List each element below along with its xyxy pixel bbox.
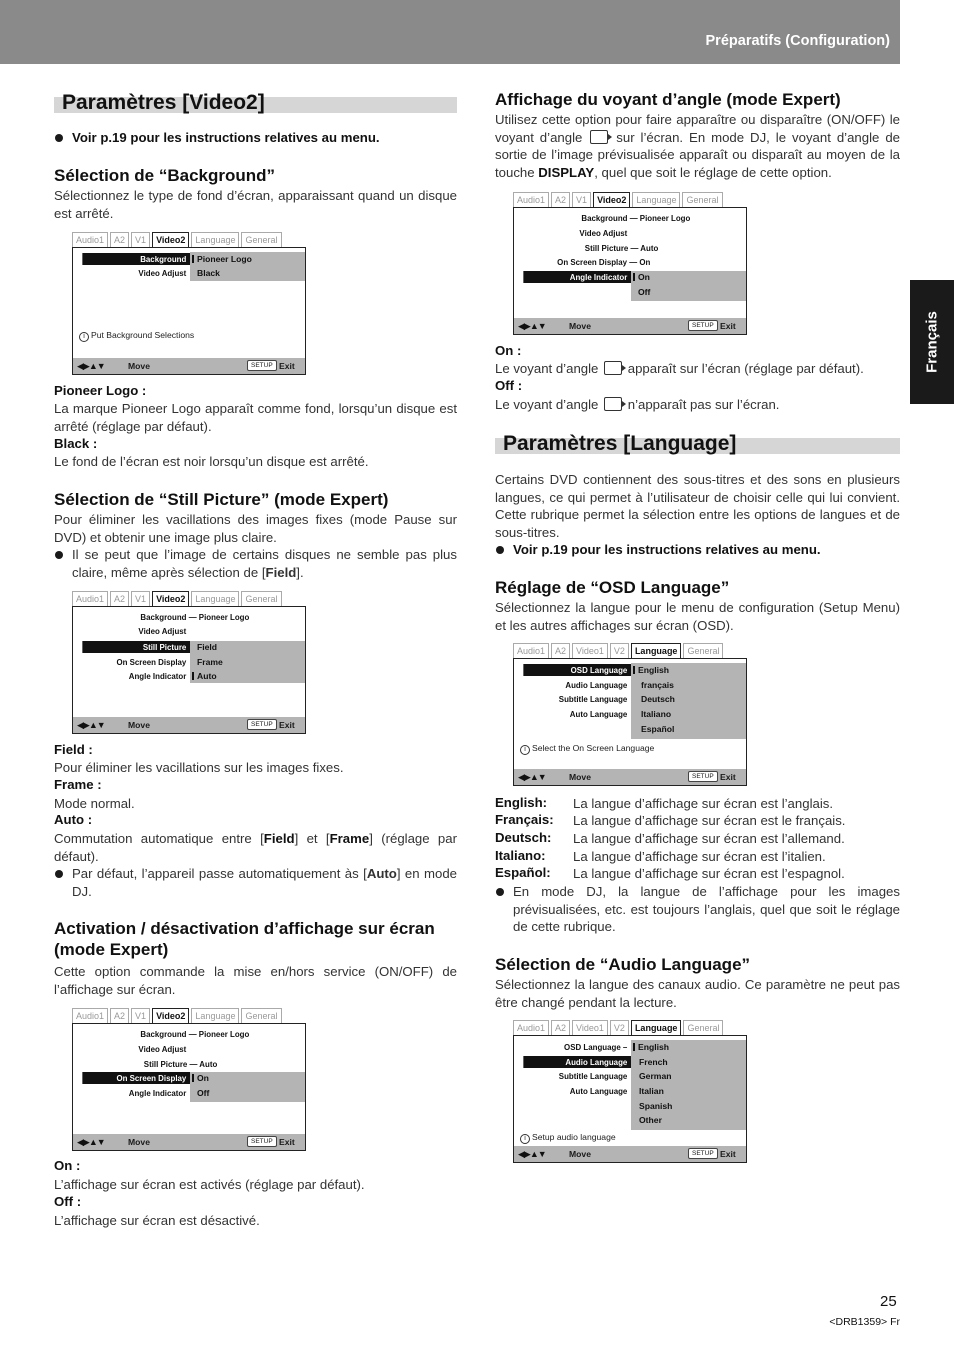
screen-bottom-bar <box>73 1134 305 1150</box>
angle-camera-icon <box>604 361 622 375</box>
angle-off-text-b: n’apparaît pas sur l’écran. <box>627 397 780 412</box>
option-francais[interactable]: français <box>641 680 674 690</box>
screen-frame <box>513 207 747 335</box>
auto-text-d: Frame <box>329 831 370 846</box>
menu-row-background[interactable]: Background <box>82 253 190 265</box>
arrow-keys-icon: ◀▶▲▼ <box>77 1137 105 1147</box>
option-espanol[interactable]: Español <box>641 724 675 734</box>
auto-label: Auto : <box>54 812 93 827</box>
dj-bullet-a: Par défaut, l’appareil passe automatiquement às [ <box>72 866 367 881</box>
info-text: Put Background Selections <box>91 330 195 340</box>
tab-language[interactable]: Language <box>191 591 239 606</box>
option-german[interactable]: German <box>639 1071 672 1081</box>
side-tab-label: Français <box>923 311 941 373</box>
screen-angle-indicator <box>513 191 747 335</box>
option-on[interactable]: On <box>633 271 650 283</box>
osd-language-text: Sélectionnez la langue pour le menu de configuration (Setup Menu) et les autres affichages sur écran (OSD). <box>495 600 900 633</box>
move-label: Move <box>128 720 150 730</box>
osd-off-text: L’affichage sur écran est désactivé. <box>54 1213 260 1228</box>
frame-label: Frame : <box>54 777 102 792</box>
auto-text-c: ] et [ <box>294 831 330 846</box>
tab-v2[interactable]: V2 <box>610 643 629 658</box>
angle-on-label: On : <box>495 343 522 358</box>
exit-label: Exit <box>720 772 736 782</box>
arrow-keys-icon: ◀▶▲▼ <box>518 321 546 331</box>
screen-still-picture <box>72 590 306 734</box>
osd-off-label: Off : <box>54 1194 82 1209</box>
move-label: Move <box>569 1149 591 1159</box>
tab-general[interactable]: General <box>241 232 281 247</box>
pioneer-logo-label: Pioneer Logo : <box>54 383 147 398</box>
language-intro: Certains DVD contiennent des sous-titres et des sons en plusieurs langues, ce qui permet à l’utilisateur de choisir celle qui lui convient. Cette rubrique permet la sélection entre les options de langues et de sous-titres. <box>495 472 900 540</box>
exit-label: Exit <box>279 1137 295 1147</box>
menu-row-background[interactable]: Background — Pioneer Logo <box>140 1029 250 1039</box>
menu-row-background[interactable]: Background — Pioneer Logo <box>140 612 250 622</box>
section-language-title <box>495 432 900 455</box>
black-text: Le fond de l’écran est noir lorsqu’un disque est arrêté. <box>54 454 369 469</box>
exit-label: Exit <box>720 1149 736 1159</box>
tab-v1[interactable]: V1 <box>131 591 150 606</box>
menu-row-subtitle-language[interactable]: Subtitle Language <box>558 694 628 704</box>
section-video2-title-text: Paramètres [Video2] <box>62 91 265 114</box>
bullet-text-a: Il se peut que l’image de certains disques ne semble pas plus claire, même après sélection de [ <box>72 547 457 580</box>
tab-audio1[interactable]: Audio1 <box>72 591 108 606</box>
video2-note: Voir p.19 pour les instructions relatives au menu. <box>54 129 457 147</box>
tab-audio1[interactable]: Audio1 <box>72 1008 108 1023</box>
option-italian[interactable]: Italian <box>639 1086 664 1096</box>
still-picture-bullet <box>54 546 457 581</box>
menu-row-background[interactable]: Background — Pioneer Logo <box>581 213 691 223</box>
info-line <box>520 1132 616 1144</box>
osd-on-label: On : <box>54 1158 81 1173</box>
bullet-text-c: ]. <box>296 564 304 580</box>
angle-on-text-b: apparaît sur l’écran (réglage par défaut). <box>627 361 864 376</box>
def-term-deutsch: Deutsch: <box>495 830 552 845</box>
tab-audio1[interactable]: Audio1 <box>513 1020 549 1035</box>
option-english[interactable]: English <box>633 1041 669 1053</box>
tab-video2[interactable]: Video2 <box>152 1008 189 1023</box>
exit-label: Exit <box>720 321 736 331</box>
option-other[interactable]: Other <box>639 1115 662 1125</box>
screen-frame <box>72 606 306 734</box>
osd-language-heading: Réglage de “OSD Language” <box>495 578 730 597</box>
angle-off-text <box>495 396 900 414</box>
exit-label: Exit <box>279 720 295 730</box>
option-english[interactable]: English <box>633 664 669 676</box>
move-label: Move <box>569 321 591 331</box>
def-text-francais: La langue d’affichage sur écran est le français. <box>573 813 846 828</box>
menu-row-video-adjust[interactable]: Video Adjust <box>579 228 628 238</box>
screen-osd-language <box>513 642 747 786</box>
tab-v2[interactable]: V2 <box>610 1020 629 1035</box>
angle-text <box>495 111 900 181</box>
option-off[interactable]: Off <box>197 1088 210 1098</box>
tab-a2[interactable]: A2 <box>551 192 570 207</box>
menu-row-video-adjust[interactable]: Video Adjust <box>138 626 187 636</box>
header-bar <box>0 0 900 64</box>
def-text-espanol: La langue d’affichage sur écran est l’espagnol. <box>573 866 845 881</box>
auto-text <box>54 830 457 865</box>
angle-text-display: DISPLAY <box>538 164 595 180</box>
tab-a2[interactable]: A2 <box>551 1020 570 1035</box>
section-video2-title <box>54 91 457 114</box>
screen-tabs <box>72 231 284 247</box>
tab-general[interactable]: General <box>683 1020 723 1035</box>
menu-row-auto-language[interactable]: Auto Language <box>569 1086 628 1096</box>
menu-row-still-picture[interactable]: Still Picture — Auto <box>584 243 659 253</box>
tab-a2[interactable]: A2 <box>110 232 129 247</box>
tab-language[interactable]: Language <box>632 192 680 207</box>
menu-row-audio-language[interactable]: Audio Language <box>523 1056 631 1068</box>
setup-button[interactable]: SETUP <box>688 320 718 331</box>
tab-language[interactable]: Language <box>191 232 239 247</box>
menu-row-on-screen-display[interactable]: On Screen Display <box>82 1072 190 1084</box>
tab-language[interactable]: Language <box>191 1008 239 1023</box>
tab-video2[interactable]: Video2 <box>152 232 189 247</box>
screen-on-screen-display <box>72 1007 306 1151</box>
info-text: Select the On Screen Language <box>532 743 655 753</box>
dj-bullet-c: ] en mode DJ. <box>72 866 457 899</box>
option-on[interactable]: On <box>192 1072 209 1084</box>
osd-text: Cette option commande la mise en/hors service (ON/OFF) de l’affichage sur écran. <box>54 964 457 997</box>
menu-row-still-picture[interactable]: Still Picture — Auto <box>143 1059 218 1069</box>
auto-text-e: ] (réglage par défaut). <box>54 831 457 864</box>
auto-text-a: Commutation automatique entre [ <box>54 831 264 846</box>
document-code: <DRB1359> Fr <box>829 1316 900 1328</box>
screen-bottom-bar <box>514 318 746 334</box>
menu-row-video-adjust[interactable]: Video Adjust <box>138 1044 187 1054</box>
menu-row-on-screen-display[interactable]: On Screen Display — On <box>557 257 651 267</box>
option-spanish[interactable]: Spanish <box>639 1101 673 1111</box>
arrow-keys-icon: ◀▶▲▼ <box>518 1149 546 1159</box>
info-icon: i <box>520 745 530 755</box>
tab-v1[interactable]: V1 <box>572 192 591 207</box>
def-term-francais: Français: <box>495 812 554 827</box>
section-language-title-text: Paramètres [Language] <box>503 432 737 455</box>
def-term-espanol: Español: <box>495 865 551 880</box>
tab-video2[interactable]: Video2 <box>593 192 630 207</box>
option-pioneer-logo[interactable]: Pioneer Logo <box>192 253 252 265</box>
setup-button[interactable]: SETUP <box>247 1136 277 1147</box>
auto-dj-bullet <box>54 865 457 900</box>
move-label: Move <box>128 361 150 371</box>
option-italiano[interactable]: Italiano <box>641 709 672 719</box>
angle-off-text-a: Le voyant d’angle <box>495 397 599 412</box>
screen-background <box>72 231 306 375</box>
menu-row-angle-indicator[interactable]: Angle Indicator <box>128 1088 187 1098</box>
exit-label: Exit <box>279 361 295 371</box>
tab-a2[interactable]: A2 <box>110 1008 129 1023</box>
audio-language-heading: Sélection de “Audio Language” <box>495 955 751 974</box>
info-icon: i <box>79 332 89 342</box>
tab-video1[interactable]: Video1 <box>572 1020 608 1035</box>
screen-bottom-bar <box>514 1146 746 1162</box>
def-text-deutsch: La langue d’affichage sur écran est l’allemand. <box>573 831 845 846</box>
menu-row-subtitle-language[interactable]: Subtitle Language <box>558 1071 628 1081</box>
angle-on-text-a: Le voyant d’angle <box>495 361 599 376</box>
language-note: Voir p.19 pour les instructions relatives au menu. <box>495 541 900 559</box>
option-black[interactable]: Black <box>197 268 220 278</box>
option-french[interactable]: French <box>639 1057 668 1067</box>
background-heading: Sélection de “Background” <box>54 166 276 185</box>
audio-language-text: Sélectionnez la langue des canaux audio. Ce paramètre ne peut pas être changé pendant la lecture. <box>495 977 900 1010</box>
osd-heading: Activation / désactivation d’affichage sur écran (mode Expert) <box>54 919 435 959</box>
still-picture-text: Pour éliminer les vacillations des images fixes (mode Pause sur DVD) et obtenir une image plus claire. <box>54 512 457 545</box>
angle-text-d: , quel que soit le réglage de cette option. <box>594 164 832 180</box>
menu-row-angle-indicator[interactable]: Angle Indicator <box>523 271 631 283</box>
field-label: Field : <box>54 742 93 757</box>
osd-on-text: L’affichage sur écran est activés (réglage par défaut). <box>54 1177 365 1192</box>
option-field[interactable]: Field <box>197 642 218 652</box>
tab-video1[interactable]: Video1 <box>572 643 608 658</box>
screen-audio-language <box>513 1019 747 1163</box>
menu-row-audio-language[interactable]: Audio Language <box>565 680 628 690</box>
arrow-keys-icon: ◀▶▲▼ <box>77 361 105 371</box>
screen-tabs <box>513 1019 725 1035</box>
option-frame[interactable]: Frame <box>197 657 223 667</box>
dj-language-bullet: En mode DJ, la langue de l’affichage pour les images prévisualisées, etc. est toujours l’anglais, quel que soit le réglage de cette rubrique. <box>495 883 900 936</box>
angle-camera-icon <box>590 130 608 144</box>
menu-row-osd-language[interactable]: OSD Language – <box>564 1042 628 1052</box>
angle-heading: Affichage du voyant d’angle (mode Expert) <box>495 90 841 109</box>
pioneer-logo-text: La marque Pioneer Logo apparaît comme fond, lorsqu’un disque est arrêté (réglage par défaut). <box>54 401 457 434</box>
tab-general[interactable]: General <box>241 1008 281 1023</box>
tab-language[interactable]: Language <box>631 1020 682 1035</box>
option-auto[interactable]: Auto <box>192 670 217 682</box>
screen-tabs <box>72 1007 284 1023</box>
screen-tabs <box>72 590 284 606</box>
angle-text-a: Utilisez cette option pour faire apparaître ou disparaître (ON/OFF) le voyant d’angle <box>495 112 900 145</box>
frame-text: Mode normal. <box>54 796 135 811</box>
page-number: 25 <box>880 1293 897 1310</box>
screen-bottom-bar <box>73 358 305 374</box>
auto-text-b: Field <box>263 831 295 846</box>
language-side-tab <box>910 280 954 404</box>
tab-v1[interactable]: V1 <box>131 232 150 247</box>
dj-bullet-b: Auto <box>366 866 397 881</box>
tab-general[interactable]: General <box>241 591 281 606</box>
angle-camera-icon <box>604 397 622 411</box>
screen-frame <box>513 658 747 786</box>
menu-row-video-adjust[interactable]: Video Adjust <box>138 268 187 278</box>
background-text: Sélectionnez le type de fond d’écran, apparaissant quand un disque est arrêté. <box>54 188 457 221</box>
move-label: Move <box>569 772 591 782</box>
def-term-english: English: <box>495 795 548 810</box>
menu-row-osd-language[interactable]: OSD Language <box>523 664 631 676</box>
angle-text-b: sur l’écran. En mode DJ, le voyant d’angle de sortie de l’image prévisualisée apparaît ou disparaît au moyen de la touche <box>495 129 900 180</box>
move-label: Move <box>128 1137 150 1147</box>
tab-a2[interactable]: A2 <box>110 591 129 606</box>
header-section-label: Préparatifs (Configuration) <box>705 33 890 49</box>
menu-row-on-screen-display[interactable]: On Screen Display <box>116 657 187 667</box>
angle-off-label: Off : <box>495 378 523 393</box>
menu-row-auto-language[interactable]: Auto Language <box>569 709 628 719</box>
setup-button[interactable]: SETUP <box>247 360 277 371</box>
screen-tabs <box>513 191 725 207</box>
setup-button[interactable]: SETUP <box>688 1148 718 1159</box>
def-text-italiano: La langue d’affichage sur écran est l’italien. <box>573 849 826 864</box>
tab-audio1[interactable]: Audio1 <box>513 643 549 658</box>
setup-button[interactable]: SETUP <box>688 771 718 782</box>
arrow-keys-icon: ◀▶▲▼ <box>518 772 546 782</box>
tab-language[interactable]: Language <box>631 643 682 658</box>
screen-frame <box>72 1023 306 1151</box>
tab-video2[interactable]: Video2 <box>152 591 189 606</box>
menu-row-angle-indicator[interactable]: Angle Indicator <box>128 671 187 681</box>
def-text-english: La langue d’affichage sur écran est l’anglais. <box>573 796 834 811</box>
option-off[interactable]: Off <box>638 287 651 297</box>
info-line <box>79 330 194 342</box>
screen-bottom-bar <box>73 717 305 733</box>
info-icon: i <box>520 1134 530 1144</box>
arrow-keys-icon: ◀▶▲▼ <box>77 720 105 730</box>
screen-tabs <box>513 642 725 658</box>
screen-bottom-bar <box>514 769 746 785</box>
tab-general[interactable]: General <box>682 192 722 207</box>
def-term-italiano: Italiano: <box>495 848 546 863</box>
setup-button[interactable]: SETUP <box>247 719 277 730</box>
info-line <box>520 743 654 755</box>
screen-frame <box>513 1035 747 1163</box>
angle-on-text <box>495 360 900 378</box>
bullet-text-b: Field <box>265 564 297 580</box>
option-deutsch[interactable]: Deutsch <box>641 694 675 704</box>
still-picture-heading: Sélection de “Still Picture” (mode Expert) <box>54 490 389 509</box>
tab-v1[interactable]: V1 <box>131 1008 150 1023</box>
info-text: Setup audio language <box>532 1132 616 1142</box>
tab-a2[interactable]: A2 <box>551 643 570 658</box>
screen-frame <box>72 247 306 375</box>
tab-audio1[interactable]: Audio1 <box>72 232 108 247</box>
tab-general[interactable]: General <box>683 643 723 658</box>
black-label: Black : <box>54 436 98 451</box>
menu-row-still-picture[interactable]: Still Picture <box>82 641 190 653</box>
tab-audio1[interactable]: Audio1 <box>513 192 549 207</box>
field-text: Pour éliminer les vacillations sur les images fixes. <box>54 760 344 775</box>
